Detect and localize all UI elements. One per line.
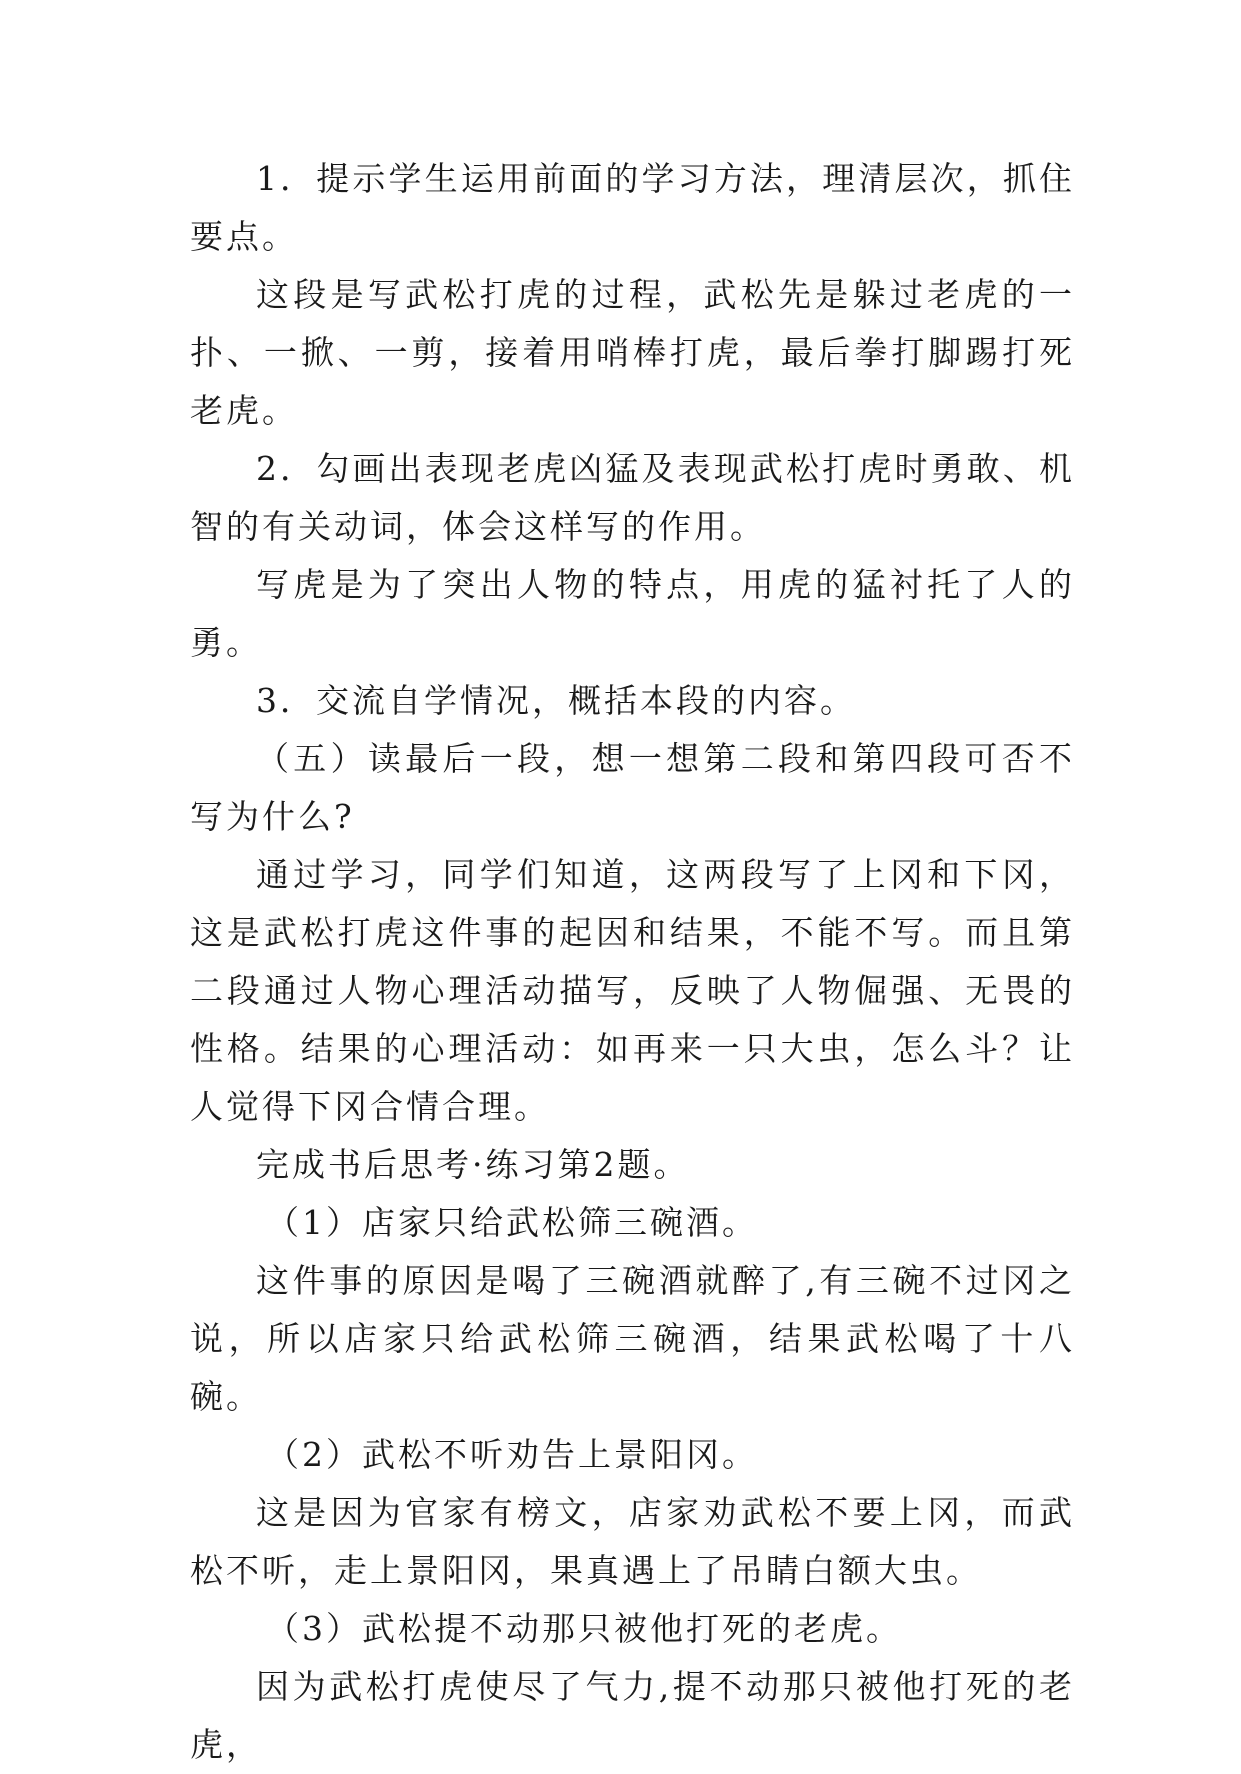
body-text: [190, 150, 1075, 1774]
paragraph-section-5: （五）读最后一段，想一想第二段和第四段可否不写为什么?: [190, 739, 1075, 836]
paragraph-item-3: （3）武松提不动那只被他打死的老虎。: [266, 1609, 902, 1648]
paragraph-exercise: 完成书后思考·练习第2题。: [256, 1145, 690, 1184]
paragraph-section-5-answer: 通过学习，同学们知道，这两段写了上冈和下冈，这是武松打虎这件事的起因和结果，不能不写。而且第二段通过人物心理活动描写，反映了人物倔强、无畏的性格。结果的心理活动：如再来一只大虫，怎么斗？让人觉得下冈合情合理。: [190, 855, 1075, 1126]
paragraph-step-1: 1．提示学生运用前面的学习方法，理清层次，抓住要点。: [190, 159, 1075, 256]
paragraph-tiger-purpose: 写虎是为了突出人物的特点，用虎的猛衬托了人的勇。: [190, 565, 1075, 662]
paragraph-step-3: 3．交流自学情况，概括本段的内容。: [256, 681, 856, 720]
paragraph-item-1: （1）店家只给武松筛三碗酒。: [266, 1203, 758, 1242]
paragraph-fight-process: 这段是写武松打虎的过程，武松先是躲过老虎的一扑、一掀、一剪，接着用哨棒打虎，最后拳打脚踢打死老虎。: [190, 275, 1075, 430]
paragraph-item-2: （2）武松不听劝告上景阳冈。: [266, 1435, 758, 1474]
paragraph-item-3-answer: 因为武松打虎使尽了气力,提不动那只被他打死的老虎，: [190, 1667, 1075, 1764]
paragraph-item-2-answer: 这是因为官家有榜文，店家劝武松不要上冈，而武松不听，走上景阳冈，果真遇上了吊睛白额大虫。: [190, 1493, 1075, 1590]
paragraph-item-1-answer: 这件事的原因是喝了三碗酒就醉了,有三碗不过冈之说，所以店家只给武松筛三碗酒，结果武松喝了十八碗。: [190, 1261, 1075, 1416]
paragraph-step-2: 2．勾画出表现老虎凶猛及表现武松打虎时勇敢、机智的有关动词，体会这样写的作用。: [190, 449, 1075, 546]
